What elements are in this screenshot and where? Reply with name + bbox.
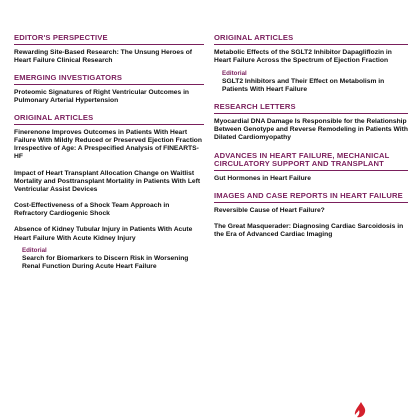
article-title[interactable]: Impact of Heart Transplant Allocation Change on Waitlist Mortality and Posttransplant Mortality in Patients With Left Ventricular Assist Devices xyxy=(14,169,201,193)
flame-logo-icon xyxy=(354,402,366,418)
article-title[interactable]: Absence of Kidney Tubular Injury in Patients With Acute Heart Failure With Acute Kidney Injury xyxy=(14,226,193,242)
article-title[interactable]: Finerenone Improves Outcomes in Patients With Heart Failure With Mildly Reduced or Preserved Ejection Fraction Irrespective of Age: A Prespecified Analysis of FINEARTS-HF xyxy=(14,128,202,161)
right-column xyxy=(214,34,408,248)
article-title[interactable]: Rewarding Site-Based Research: The Unsung Heroes of Heart Failure Clinical Research xyxy=(14,48,193,64)
article-title[interactable]: Cost-Effectiveness of a Shock Team Approach in Refractory Cardiogenic Shock xyxy=(14,202,170,218)
section-editors-perspective xyxy=(14,34,204,65)
section-heading[interactable]: EDITOR'S PERSPECTIVE xyxy=(14,34,204,45)
section-original-articles xyxy=(14,114,204,271)
section-heading[interactable]: ORIGINAL ARTICLES xyxy=(214,34,408,45)
section-advances xyxy=(214,152,408,184)
section-research-letters xyxy=(214,103,408,142)
section-heading[interactable]: ADVANCES IN HEART FAILURE, MECHANICAL CIRCULATORY SUPPORT AND TRANSPLANT xyxy=(214,152,408,171)
editorial-title[interactable]: SGLT2 Inhibitors and Their Effect on Metabolism in Patients With Heart Failure xyxy=(222,78,385,94)
section-heading[interactable]: RESEARCH LETTERS xyxy=(214,103,408,114)
section-original-articles-right xyxy=(214,34,408,94)
article-title[interactable]: Metabolic Effects of the SGLT2 Inhibitor Dapagliflozin in Heart Failure Across the Spectrum of Ejection Fraction xyxy=(214,48,392,64)
left-column xyxy=(14,34,204,280)
editorial-label: Editorial xyxy=(22,246,47,254)
editorial-label: Editorial xyxy=(222,70,247,78)
article-title[interactable]: Reversible Cause of Heart Failure? xyxy=(214,206,325,214)
article-title[interactable]: Gut Hormones in Heart Failure xyxy=(214,175,311,183)
editorial-title[interactable]: Search for Biomarkers to Discern Risk in Worsening Renal Function During Acute Heart Failure xyxy=(22,254,189,270)
section-heading[interactable]: IMAGES AND CASE REPORTS IN HEART FAILURE xyxy=(214,192,408,203)
section-heading[interactable]: EMERGING INVESTIGATORS xyxy=(14,74,204,85)
section-heading[interactable]: ORIGINAL ARTICLES xyxy=(14,114,204,125)
section-images-case-reports xyxy=(214,192,408,239)
article-title[interactable]: The Great Masquerader: Diagnosing Cardiac Sarcoidosis in the Era of Advanced Cardiac Imaging xyxy=(214,223,404,239)
article-title[interactable]: Proteomic Signatures of Right Ventricular Outcomes in Pulmonary Arterial Hypertension xyxy=(14,88,190,104)
article-title[interactable]: Myocardial DNA Damage Is Responsible for the Relationship Between Genotype and Reverse Remodeling in Patients With Dilated Cardiomyopathy xyxy=(214,118,408,142)
section-emerging-investigators xyxy=(14,74,204,105)
